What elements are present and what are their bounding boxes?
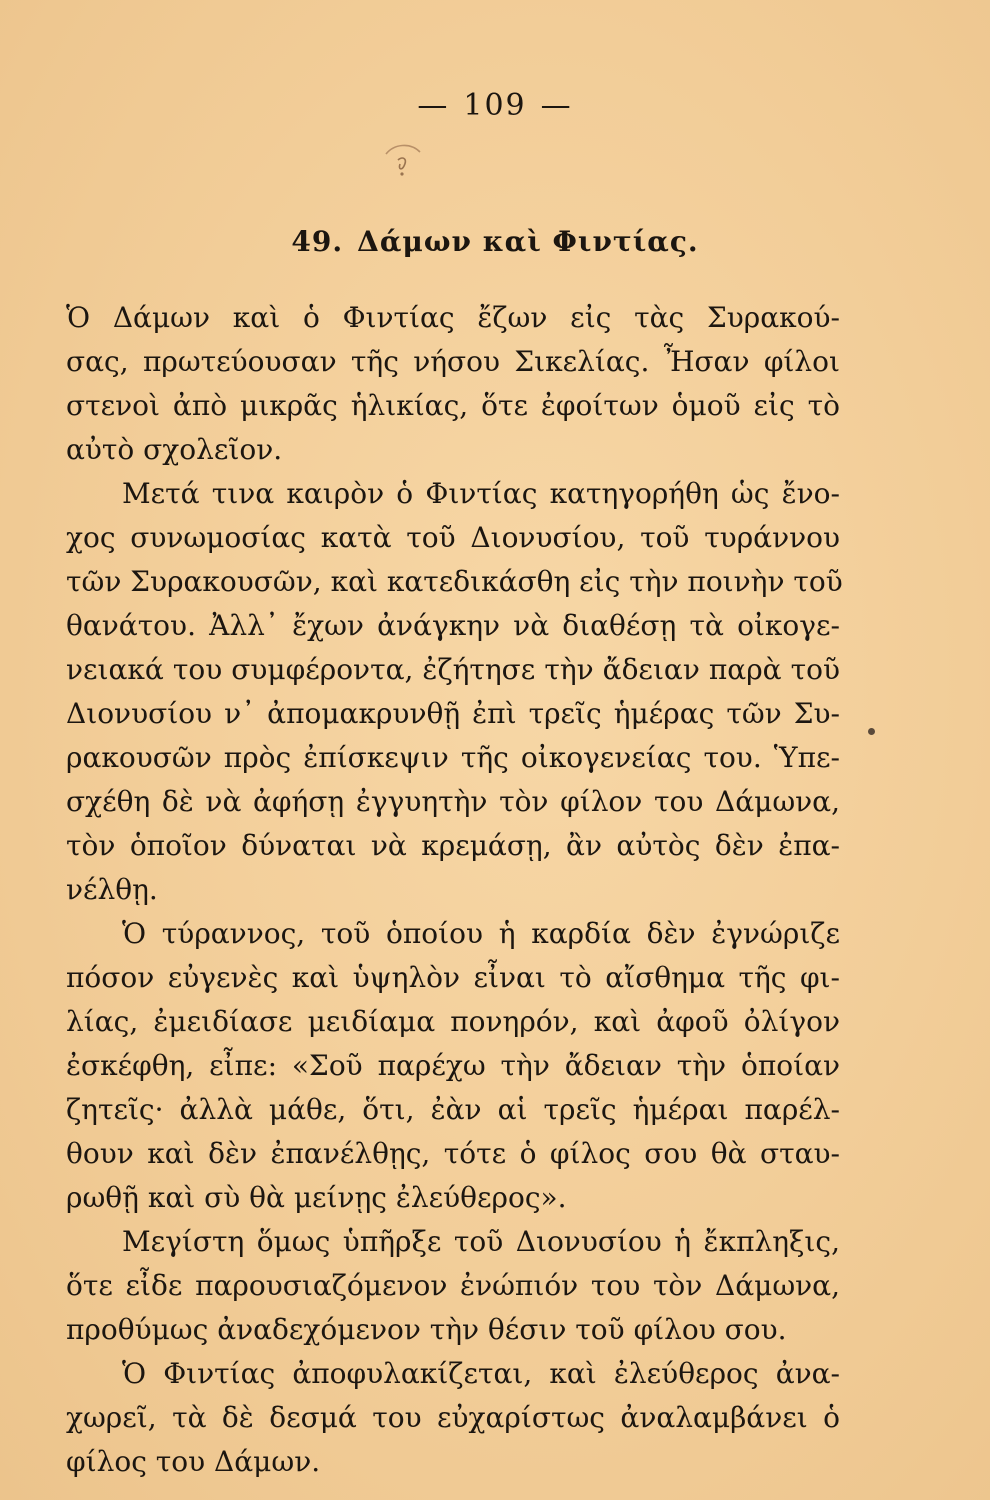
- text-line: ζητεῖς· ἀλλὰ μάθε, ὅτι, ἐὰν αἱ τρεῖς ἡμέραι παρέλ-: [66, 1093, 840, 1126]
- text-line: χωρεῖ, τὰ δὲ δεσμά του εὐχαρίστως ἀναλαμβάνει ὁ: [66, 1401, 840, 1434]
- text-line: αὐτὸ σχολεῖον.: [66, 433, 283, 466]
- page-number-dash-right: —: [540, 88, 573, 123]
- chapter-title: [0, 225, 990, 258]
- text-line: Ὁ Δάμων καὶ ὁ Φιντίας ἔζων εἰς τὰς Συρακού-: [66, 301, 840, 334]
- page-number: 109: [463, 88, 527, 123]
- text-line: Διονυσίου ν᾽ ἀπομακρυνθῇ ἐπὶ τρεῖς ἡμέρας τῶν Συ-: [66, 697, 840, 730]
- text-line: ρακουσῶν πρὸς ἐπίσκεψιν τῆς οἰκογενείας του. Ὑπε-: [66, 741, 840, 774]
- text-line: προθύμως ἀναδεχόμενον τὴν θέσιν τοῦ φίλου σου.: [66, 1313, 787, 1346]
- text-line: στενοὶ ἀπὸ μικρᾶς ἡλικίας, ὅτε ἐφοίτων ὁμοῦ εἰς τὸ: [66, 389, 840, 422]
- text-line: θανάτου. Ἀλλ᾽ ἔχων ἀνάγκην νὰ διαθέσῃ τὰ οἰκογε-: [66, 609, 840, 642]
- text-line: τὸν ὁποῖον δύναται νὰ κρεμάσῃ, ἂν αὐτὸς δὲν ἐπα-: [66, 829, 840, 862]
- text-line: Ὁ Φιντίας ἀποφυλακίζεται, καὶ ἐλεύθερος ἀνα-: [122, 1357, 840, 1390]
- text-line: πόσον εὐγενὲς καὶ ὑψηλὸν εἶναι τὸ αἴσθημα τῆς φι-: [66, 961, 840, 994]
- text-line: θουν καὶ δὲν ἐπανέλθῃς, τότε ὁ φίλος σου θὰ σταυ-: [66, 1137, 840, 1170]
- body-text: [66, 296, 843, 1484]
- text-line: χος συνωμοσίας κατὰ τοῦ Διονυσίου, τοῦ τυράννου: [66, 521, 840, 554]
- chapter-number: 49.: [291, 225, 344, 258]
- chapter-title-text: Δάμων καὶ Φιντίας.: [357, 225, 699, 258]
- page-number-header: [0, 88, 990, 123]
- page-number-dash-left: —: [417, 88, 450, 123]
- text-line: ρωθῇ καὶ σὺ θὰ μείνῃς ἐλεύθερος».: [66, 1181, 567, 1214]
- text-line: φίλος του Δάμων.: [66, 1445, 321, 1478]
- text-line: ἐσκέφθη, εἶπε: «Σοῦ παρέχω τὴν ἄδειαν τὴν ὁποίαν: [66, 1049, 840, 1082]
- text-line: σας, πρωτεύουσαν τῆς νήσου Σικελίας. Ἦσαν φίλοι: [66, 345, 840, 378]
- text-line: νέλθῃ.: [66, 873, 158, 906]
- text-line: ὅτε εἶδε παρουσιαζόμενον ἐνώπιόν του τὸν Δάμωνα,: [66, 1269, 840, 1302]
- text-line: Ὁ τύραννος, τοῦ ὁποίου ἡ καρδία δὲν ἐγνώριζε: [122, 917, 840, 950]
- text-line: λίας, ἐμειδίασε μειδίαμα πονηρόν, καὶ ἀφοῦ ὀλίγον: [66, 1005, 840, 1038]
- ink-smudge-mark: [380, 140, 426, 180]
- text-line: σχέθη δὲ νὰ ἀφήσῃ ἐγγυητὴν τὸν φίλον του Δάμωνα,: [66, 785, 840, 818]
- text-line: νειακά του συμφέροντα, ἐζήτησε τὴν ἄδειαν παρὰ τοῦ: [66, 653, 840, 686]
- text-line: τῶν Συρακουσῶν, καὶ κατεδικάσθη εἰς τὴν ποινὴν τοῦ: [66, 565, 843, 598]
- text-line: Μεγίστη ὅμως ὑπῆρξε τοῦ Διονυσίου ἡ ἔκπληξις,: [122, 1225, 840, 1258]
- margin-mark: [868, 728, 875, 735]
- text-line: Μετά τινα καιρὸν ὁ Φιντίας κατηγορήθη ὡς ἔνο-: [122, 477, 840, 510]
